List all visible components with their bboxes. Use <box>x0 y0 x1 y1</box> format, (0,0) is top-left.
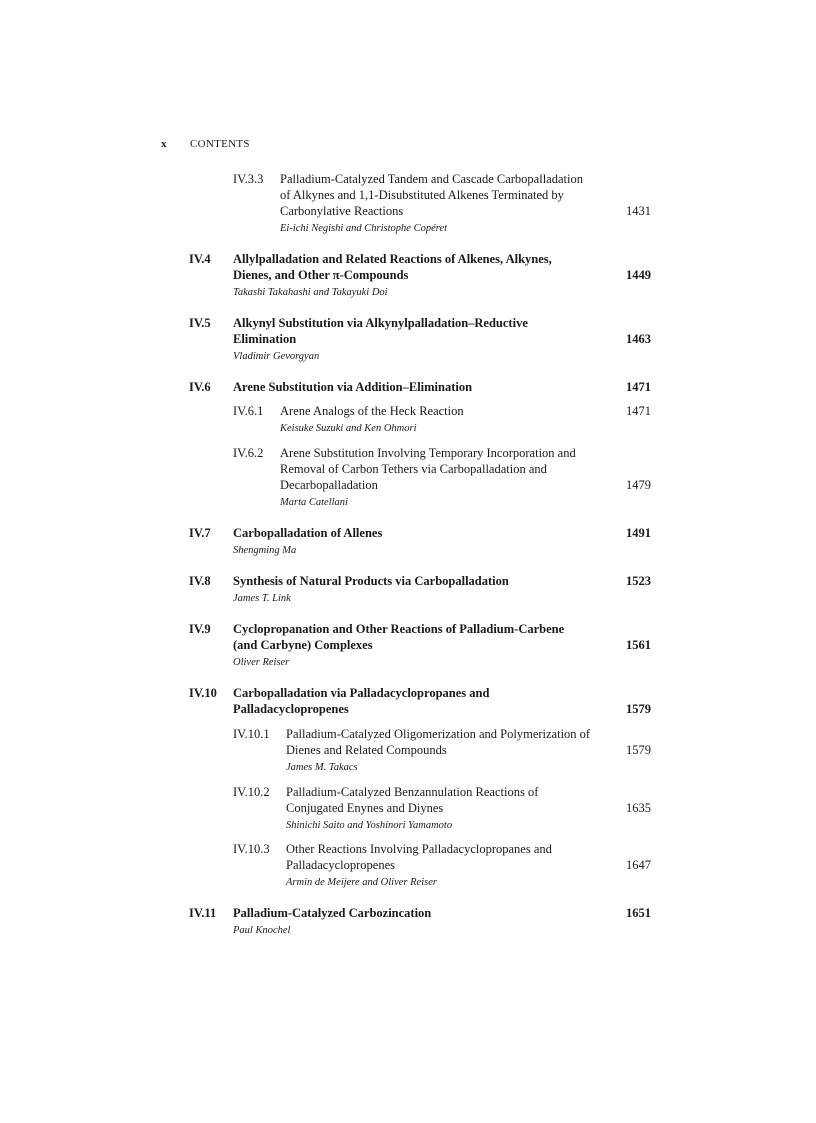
page-ref: 1471 <box>626 404 651 418</box>
page-ref: 1647 <box>626 858 651 872</box>
page-ref: 1561 <box>626 638 651 652</box>
toc-entry-iv-10-1 <box>233 726 651 774</box>
section-authors: James T. Link <box>233 593 291 604</box>
section-number: IV.10.2 <box>233 785 270 799</box>
section-authors: Marta Catellani <box>280 497 348 508</box>
section-authors: Takashi Takahashi and Takayuki Doi <box>233 287 388 298</box>
section-authors: Keisuke Suzuki and Ken Ohmori <box>280 423 417 434</box>
toc-entry-iv-4 <box>189 251 651 299</box>
section-number: IV.7 <box>189 526 211 540</box>
section-title: Carbopalladation of Allenes <box>233 526 383 540</box>
page-ref: 1471 <box>626 380 651 394</box>
section-number: IV.9 <box>189 622 211 636</box>
section-title: Synthesis of Natural Products via Carbopalladation <box>233 574 509 588</box>
section-authors: Ei-ichi Negishi and Christophe Copéret <box>280 223 448 234</box>
section-title: Palladium-Catalyzed Benzannulation Reactions of Conjugated Enynes and Diynes <box>286 785 539 815</box>
page-ref: 1579 <box>626 743 651 757</box>
section-title: Palladium-Catalyzed Carbozincation <box>233 906 432 920</box>
section-authors: Shengming Ma <box>233 545 297 556</box>
section-title: Palladium-Catalyzed Oligomerization and Polymerization of Dienes and Related Compounds <box>286 727 591 757</box>
section-title: Cyclopropanation and Other Reactions of Palladium-Carbene (and Carbyne) Complexes <box>233 622 565 652</box>
section-number: IV.3.3 <box>233 172 264 186</box>
toc-entry-iv-10-3 <box>233 841 651 889</box>
toc-entry-iv-8 <box>189 573 651 605</box>
section-title: Carbopalladation via Palladacyclopropanes and Palladacyclopropenes <box>233 686 490 716</box>
section-number: IV.4 <box>189 252 211 266</box>
page-ref: 1449 <box>626 268 651 282</box>
page-ref: 1463 <box>626 332 651 346</box>
section-title: Alkynyl Substitution via Alkynylpalladation–Reductive Elimination <box>233 316 528 346</box>
toc-entry-iv-6-2 <box>233 445 651 509</box>
section-title: Allylpalladation and Related Reactions of Alkenes, Alkynes, Dienes, and Other π-Compounds <box>233 252 552 282</box>
section-title: Palladium-Catalyzed Tandem and Cascade Carbopalladation of Alkynes and 1,1-Disubstituted Alkenes Terminated by Carbonylative Reactions <box>280 172 583 218</box>
running-title: CONTENTS <box>190 138 250 150</box>
page-ref: 1579 <box>626 702 651 716</box>
page-ref: 1479 <box>626 478 651 492</box>
section-number: IV.6.1 <box>233 404 264 418</box>
section-number: IV.11 <box>189 906 217 920</box>
section-authors: Shinichi Saito and Yoshinori Yamamoto <box>286 820 453 831</box>
section-authors: Paul Knochel <box>233 925 291 936</box>
toc-entry-iv-10-2 <box>233 784 651 832</box>
section-number: IV.6 <box>189 380 211 394</box>
page-ref: 1491 <box>626 526 651 540</box>
section-authors: Armin de Meijere and Oliver Reiser <box>286 877 437 888</box>
page-number: x <box>161 138 167 150</box>
section-number: IV.8 <box>189 574 211 588</box>
toc-entry-iv-10 <box>189 685 651 717</box>
page-ref: 1431 <box>626 204 651 218</box>
toc-entry-iv-5 <box>189 315 651 363</box>
page-ref: 1635 <box>626 801 651 815</box>
section-title: Other Reactions Involving Palladacyclopropanes and Palladacyclopropenes <box>286 842 552 872</box>
section-title: Arene Substitution via Addition–Elimination <box>233 380 473 394</box>
section-authors: James M. Takacs <box>286 762 358 773</box>
section-number: IV.6.2 <box>233 446 264 460</box>
page-ref: 1523 <box>626 574 651 588</box>
section-number: IV.10.1 <box>233 727 270 741</box>
toc-entry-iv-7 <box>189 525 651 557</box>
toc-entry-iv-6-1 <box>233 403 651 435</box>
toc-entry-iv-9 <box>189 621 651 669</box>
section-number: IV.10.3 <box>233 842 270 856</box>
section-authors: Oliver Reiser <box>233 657 290 668</box>
section-title: Arene Analogs of the Heck Reaction <box>280 404 464 418</box>
section-authors: Vladimir Gevorgyan <box>233 351 320 362</box>
section-number: IV.5 <box>189 316 211 330</box>
section-title: Arene Substitution Involving Temporary Incorporation and Removal of Carbon Tethers via Carbopalladation and Decarbopalladation <box>280 446 576 492</box>
page-ref: 1651 <box>626 906 651 920</box>
toc-entry-iv-6 <box>189 379 651 395</box>
section-number: IV.10 <box>189 686 217 700</box>
toc-entry-iv-3-3 <box>233 171 651 235</box>
toc-entry-iv-11 <box>189 905 651 937</box>
